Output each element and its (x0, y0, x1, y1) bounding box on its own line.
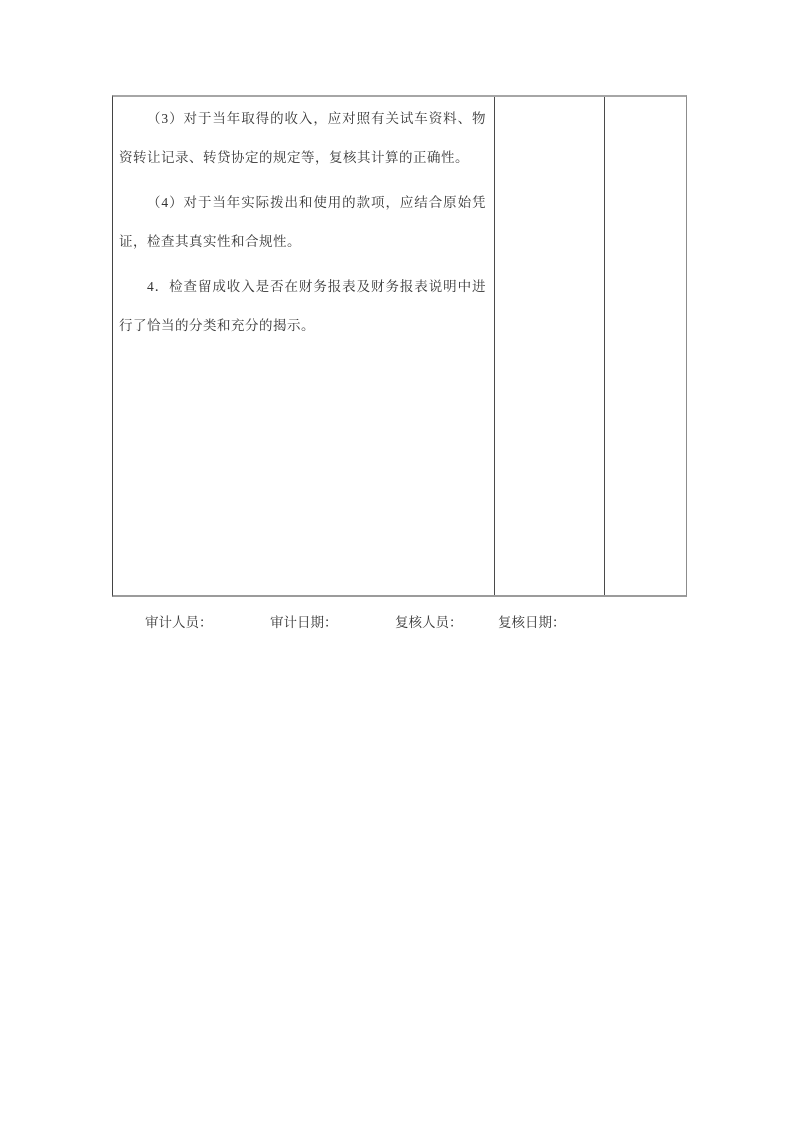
signature-row (0, 611, 800, 631)
reviewer-label: 复核人员： (395, 615, 463, 630)
auditor-label: 审计人员： (145, 615, 213, 630)
procedure-paragraph-3: （3）对于当年取得的收入，应对照有关试车资料、物资转让记录、转贷协定的规定等，复核其计算的正确性。 (119, 111, 486, 165)
procedure-paragraph-item4: 4．检查留成收入是否在财务报表及财务报表说明中进行了恰当的分类和充分的揭示。 (119, 279, 486, 333)
audit-date-label: 审计日期： (270, 615, 338, 630)
table-empty-cell-1 (495, 97, 605, 595)
procedure-text-cell (113, 97, 495, 595)
review-date-label: 复核日期： (498, 615, 566, 630)
table-empty-cell-2 (605, 97, 686, 595)
audit-procedure-table (112, 95, 687, 597)
procedure-paragraph-4: （4）对于当年实际拨出和使用的款项，应结合原始凭证，检查其真实性和合规性。 (119, 195, 486, 249)
